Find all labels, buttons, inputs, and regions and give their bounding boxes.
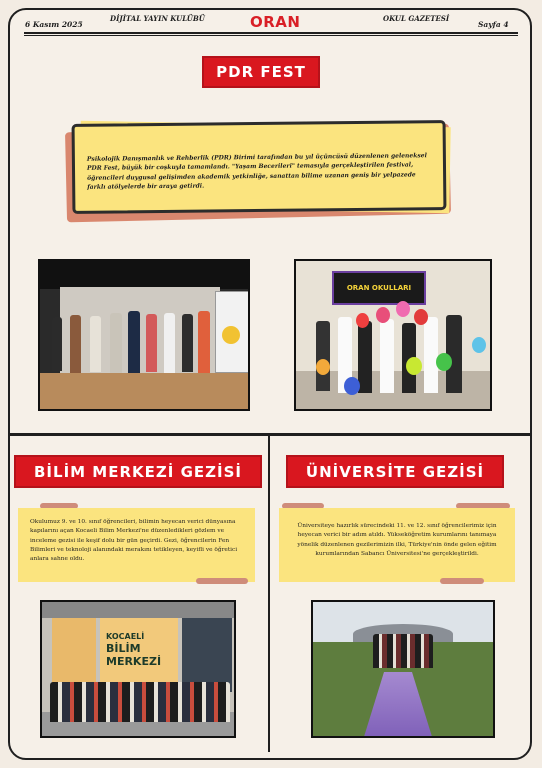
person [164, 313, 175, 373]
universite-text: Üniversiteye hazırlık sürecindeki 11. ve 12. sınıf öğrencilerimiz için heyecan verici bir adım atıldı. Yükseköğretim kurumlarını tanımaya yönelik düzenlenen gezilerimizin ilki, Türkiye'nin önde gelen eğitim kurumlarından Sabancı Üniversitesi'ne gerçekleştirildi. [297, 523, 497, 557]
glass-wall [182, 618, 232, 692]
section-divider-vertical [268, 434, 270, 752]
child [316, 321, 330, 391]
banner-mascot [222, 326, 240, 344]
ceiling [40, 261, 248, 289]
stage-wall [60, 287, 220, 377]
school-banner: ORAN OKULLARI [332, 271, 426, 305]
balloon [344, 377, 360, 395]
balloon [316, 359, 330, 375]
child [424, 317, 438, 393]
pdr-text: Psikolojik Danışmanlık ve Rehberlik (PDR) Birimi tarafından bu yıl üçüncüsü düzenlenen geleneksel PDR Fest, büyük bir coşkuyla tamamlandı. "Yaşam Becerileri" temasıyla gerçekleştirilen festival, öğrencileri duygusal gelişimden akademik yetkinliğe, sanattan bilime uzanan geniş bir yelpazede farklı atölyelerde bir araya getirdi. [86, 152, 427, 191]
universite-note-tab-bottom [440, 578, 484, 584]
person [90, 316, 101, 372]
balloon [356, 313, 369, 328]
balloon [396, 301, 410, 317]
child [380, 319, 394, 393]
roof [42, 602, 234, 618]
wooden-stage [40, 373, 248, 411]
universite-title: ÜNİVERSİTE GEZİSİ [286, 455, 504, 488]
bilim-title: BİLİM MERKEZİ GEZİSİ [14, 455, 262, 488]
balloon [414, 309, 428, 325]
bilim-text: Okulumuz 9. ve 10. sınıf öğrencileri, bilimin heyecan verici dünyasına kapılarını açan Kocaeli Bilim Merkezi'ne düzenledikleri gözlem ve inceleme gezisi ile keşif dolu bir gün geçirdi. Gezi, öğrencilerin Fen Bilimleri ve teknoloji alanındaki merakını tetikleyen, keyifli ve öğretici anlara sahne oldu. [30, 519, 238, 563]
person [128, 311, 140, 373]
person [52, 317, 62, 371]
balloon [376, 307, 390, 323]
universite-note [279, 508, 515, 582]
pdr-note [72, 120, 447, 214]
universite-photo [311, 600, 495, 738]
pdr-stage-photo [38, 259, 250, 411]
bilim-note-tab-bottom [196, 578, 248, 584]
balloon [436, 353, 452, 371]
bilim-photo [40, 600, 236, 738]
child [358, 321, 372, 393]
balloon [406, 357, 422, 375]
science-sign-line3: MERKEZİ [106, 654, 162, 668]
science-sign-line2: BİLİM [106, 641, 141, 655]
student-group [50, 682, 230, 722]
club-name: DİJİTAL YAYIN KULÜBÜ [110, 14, 205, 23]
person [146, 314, 157, 372]
section-divider-horizontal [8, 433, 532, 436]
person [110, 313, 122, 373]
page-number: Sayfa 4 [478, 20, 509, 29]
person [70, 315, 81, 373]
header-rule-top [24, 32, 518, 34]
person [198, 311, 210, 373]
building-panel [52, 618, 96, 692]
pdr-title: PDR FEST [202, 56, 320, 88]
science-sign-line1: KOCAELİ [106, 632, 145, 641]
balloon [472, 337, 486, 353]
rollup-banner [215, 291, 249, 373]
building-panel [100, 618, 178, 692]
pdr-balloon-photo [294, 259, 492, 411]
brand-logo: ORAN [250, 13, 301, 31]
issue-date: 6 Kasım 2025 [25, 20, 83, 29]
science-sign [106, 632, 161, 668]
person [182, 314, 193, 372]
gazette-name: OKUL GAZETESİ [383, 14, 450, 23]
header-rule-bottom [24, 35, 518, 36]
student-group [373, 634, 433, 668]
bilim-note [18, 508, 255, 582]
